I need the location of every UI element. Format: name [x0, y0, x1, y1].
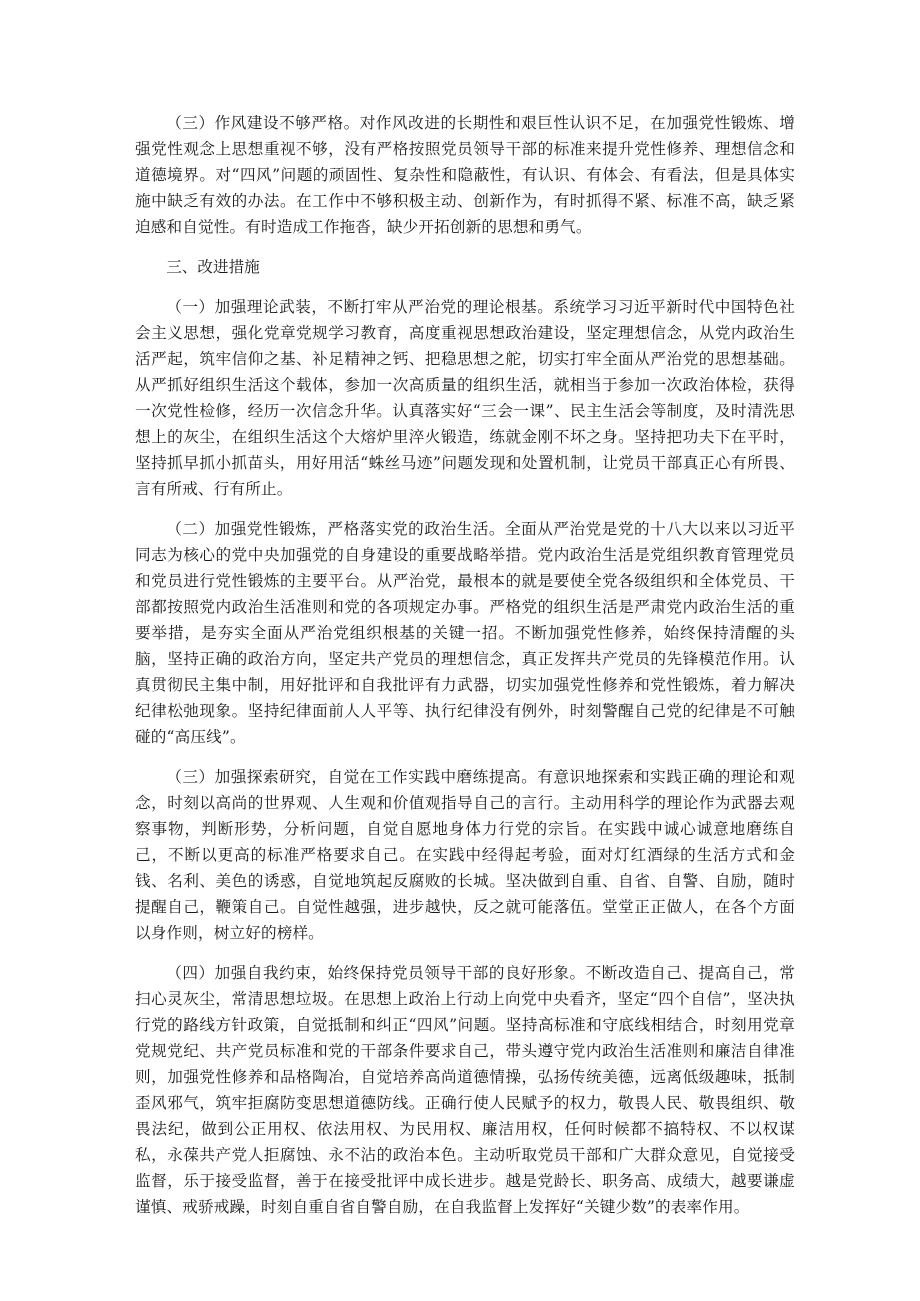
section-heading-improvement: 三、改进措施: [166, 258, 260, 276]
document-body: [135, 110, 795, 1234]
paragraph-measure-3: （三）加强探索研究，自觉在工作实践中磨练提高。有意识地探索和实践正确的理论和观念，时刻以高尚的世界观、人生观和价值观指导自己的言行。主动用科学的理论作为武器去观察事物，判断形势，分析问题，自觉自愿地身体力行党的宗旨。在实践中诚心诚意地磨练自己，不断以更高的标准严格要求自己。在实践中经得起考验，面对灯红酒绿的生活方式和金钱、名利、美色的诱惑，自觉地筑起反腐败的长城。坚决做到自重、自省、自警、自励，随时提醒自己，鞭策自己。自觉性越强，进步越快，反之就可能落伍。堂堂正正做人，在各个方面以身作则，树立好的榜样。: [135, 768, 795, 942]
paragraph-measure-2: （二）加强党性锻炼，严格落实党的政治生活。全面从严治党是党的十八大以来以习近平同志为核心的党中央加强党的自身建设的重要战略举措。党内政治生活是党组织教育管理党员和党员进行党性锻炼的主要平台。从严治党，最根本的就是要使全党各级组织和全体党员、干部都按照党内政治生活准则和党的各项规定办事。严格党的组织生活是严肃党内政治生活的重要举措，是夯实全面从严治党组织根基的关键一招。不断加强党性修养，始终保持清醒的头脑，坚持正确的政治方向，坚定共产党员的理想信念，真正发挥共产党员的先锋模范作用。认真贯彻民主集中制，用好批评和自我批评有力武器，切实加强党性修养和党性锻炼，着力解决纪律松弛现象。坚持纪律面前人人平等、执行纪律没有例外，时刻警醒自己党的纪律是不可触碰的“高压线”。: [135, 520, 795, 746]
paragraph-measure-1: （一）加强理论武装，不断打牢从严治党的理论根基。系统学习习近平新时代中国特色社会主义思想，强化党章党规学习教育，高度重视思想政治建设，坚定理想信念，从党内政治生活严起，筑牢信仰之基、补足精神之钙、把稳思想之舵，切实打牢全面从严治党的思想基础。从严抓好组织生活这个载体，参加一次高质量的组织生活，就相当于参加一次政治体检，获得一次党性检修，经历一次信念升华。认真落实好“三会一课”、民主生活会等制度，及时清洗思想上的灰尘，在组织生活这个大熔炉里淬火锻造，练就金刚不坏之身。坚持把功夫下在平时，坚持抓早抓小抓苗头，用好用活“蛛丝马迹”问题发现和处置机制，让党员干部真正心有所畏、言有所戒、行有所止。: [135, 298, 795, 498]
paragraph-style-issue: （三）作风建设不够严格。对作风改进的长期性和艰巨性认识不足，在加强党性锻炼、增强党性观念上思想重视不够，没有严格按照党员领导干部的标准来提升党性修养、理想信念和道德境界。对“四风”问题的顽固性、复杂性和隐蔽性，有认识、有体会、有看法，但是具体实施中缺乏有效的办法。在工作中不够积极主动、创新作为，有时抓得不紧、标准不高，缺乏紧迫感和自觉性。有时造成工作拖沓，缺少开拓创新的思想和勇气。: [135, 114, 795, 236]
paragraph-measure-4: （四）加强自我约束，始终保持党员领导干部的良好形象。不断改造自己、提高自己，常扫心灵灰尘，常清思想垃圾。在思想上政治上行动上向党中央看齐，坚定“四个自信”，坚决执行党的路线方针政策，自觉抵制和纠正“四风”问题。坚持高标准和守底线相结合，时刻用党章党规党纪、共产党员标准和党的干部条件要求自己，带头遵守党内政治生活准则和廉洁自律准则，加强党性修养和品格陶冶，自觉培养高尚道德情操，弘扬传统美德，远离低级趣味，抵制歪风邪气，筑牢拒腐防变思想道德防线。正确行使人民赋予的权力，敬畏人民、敬畏组织、敬畏法纪，做到公正用权、依法用权、为民用权、廉洁用权，任何时候都不搞特权、不以权谋私，永葆共产党人拒腐蚀、永不沾的政治本色。主动听取党员干部和广大群众意见，自觉接受监督，乐于接受监督，善于在接受批评中成长进步。越是党龄长、职务高、成绩大，越要谦虚谨慎、戒骄戒躁，时刻自重自省自警自励，在自我监督上发挥好“关键少数”的表率作用。: [135, 964, 795, 1216]
